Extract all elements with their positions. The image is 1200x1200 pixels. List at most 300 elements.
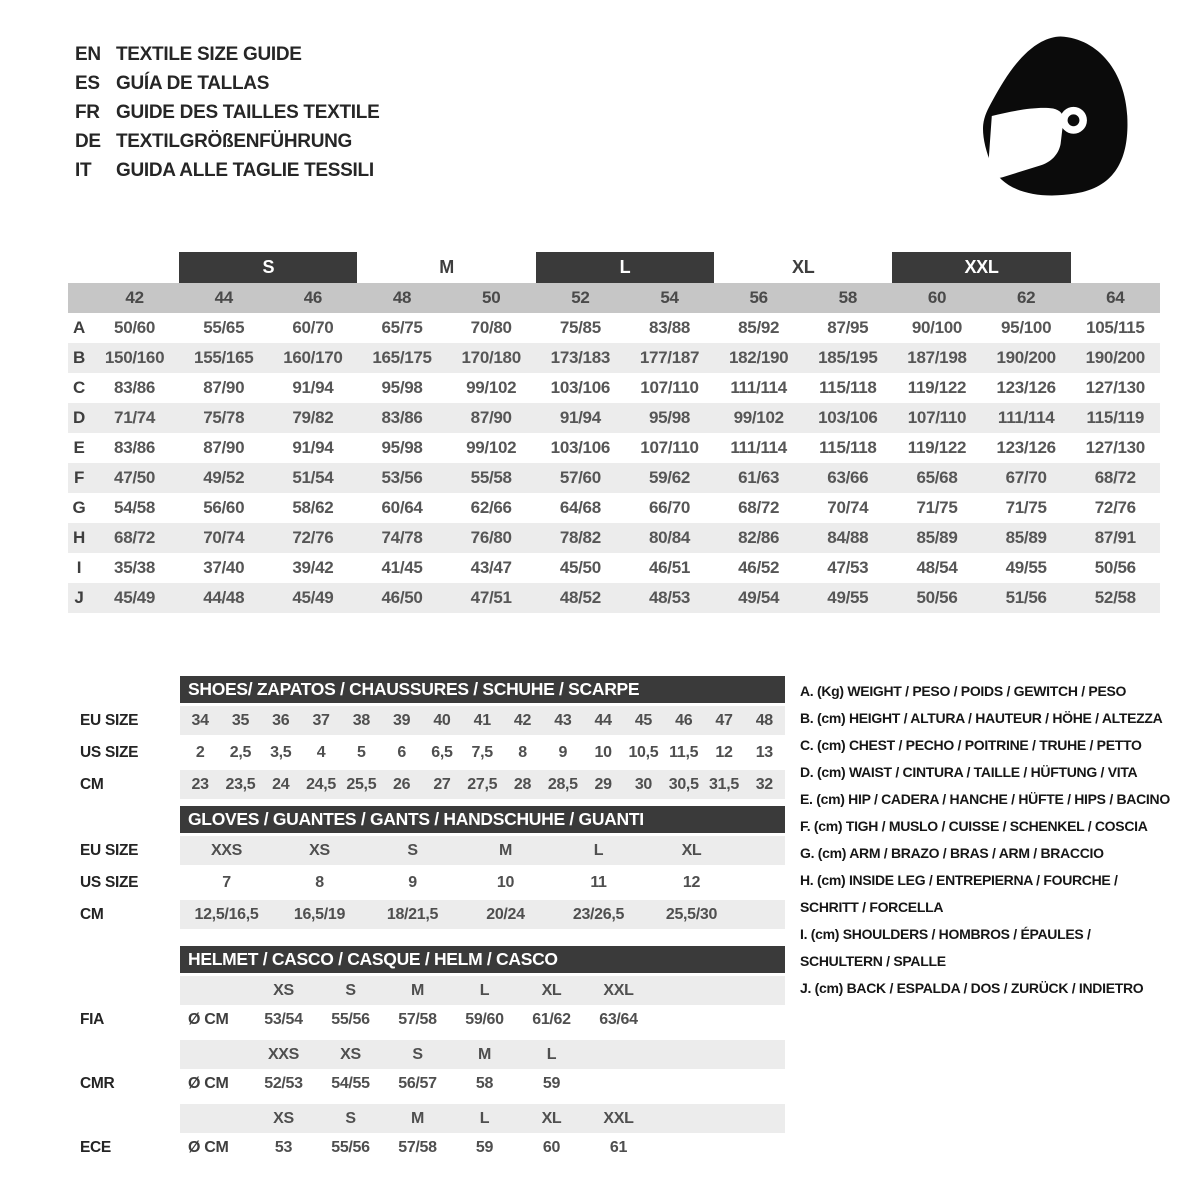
size-column-header: 52 <box>571 288 590 307</box>
shoe-us-size: 10,5 <box>628 743 659 761</box>
glove-us-size: 7 <box>222 873 231 891</box>
shoe-us-size: 4 <box>316 743 326 761</box>
diameter-cm-label: Ø CM <box>188 1074 229 1092</box>
size-value: 58/62 <box>292 498 334 517</box>
size-value: 105/115 <box>1086 318 1145 337</box>
shoe-eu-size: 41 <box>473 711 491 729</box>
size-value: 87/95 <box>827 318 869 337</box>
ece-values-row <box>80 1133 785 1162</box>
helmet-size-label: XXL <box>603 981 634 999</box>
size-value: 103/106 <box>550 378 611 397</box>
size-value: 78/82 <box>559 528 601 547</box>
size-value: 165/175 <box>372 348 432 367</box>
size-value: 170/180 <box>461 348 521 367</box>
helmet-cm-value: 55/56 <box>331 1138 370 1156</box>
size-value: 68/72 <box>1094 468 1136 487</box>
helmet-cm-value: 57/58 <box>398 1138 437 1156</box>
size-value: 95/100 <box>1001 318 1052 337</box>
row-letter: B <box>73 348 85 367</box>
size-value: 107/110 <box>907 408 967 427</box>
size-value: 61/63 <box>738 468 780 487</box>
shoe-cm-value: 27 <box>433 775 451 793</box>
size-value: 50/56 <box>1094 558 1136 577</box>
helmet-size-label: L <box>479 981 490 999</box>
helmet-cm-value: 59/60 <box>465 1010 504 1028</box>
glove-us-size: 12 <box>682 873 701 891</box>
shoe-us-size: 9 <box>558 743 568 761</box>
legend-line: B. (cm) HEIGHT / ALTURA / HAUTEUR / HÖHE / ALTEZZA <box>800 710 1163 726</box>
fia-label: FIA <box>80 1010 105 1028</box>
eu-size-label: EU SIZE <box>80 841 139 859</box>
glove-eu-size: S <box>407 841 418 859</box>
shoe-us-size: 6,5 <box>431 743 453 761</box>
size-column-header: 56 <box>749 288 768 307</box>
size-column-header: 64 <box>1106 288 1125 307</box>
size-value: 46/50 <box>381 588 423 607</box>
shoe-cm-value: 30,5 <box>668 775 699 793</box>
language-code: EN <box>75 43 101 65</box>
size-value: 70/74 <box>827 498 869 517</box>
size-value: 50/56 <box>916 588 958 607</box>
size-value: 85/89 <box>916 528 958 547</box>
eu-size-label: EU SIZE <box>80 711 139 729</box>
helmet-size-label: XL <box>541 1109 562 1127</box>
guide-title: GUIDE DES TAILLES TEXTILE <box>116 101 380 123</box>
size-value: 150/160 <box>104 348 165 367</box>
size-value: 52/58 <box>1094 588 1136 607</box>
size-column-header: 58 <box>838 288 857 307</box>
row-letter: A <box>73 318 85 337</box>
fia-values-row <box>80 1005 785 1034</box>
size-value: 47/53 <box>827 558 869 577</box>
glove-us-size: 10 <box>496 873 515 891</box>
size-value: 49/54 <box>738 588 780 607</box>
size-value: 155/165 <box>194 348 254 367</box>
size-value: 70/74 <box>203 528 245 547</box>
size-value: 44/48 <box>203 588 245 607</box>
textile-size-table <box>68 252 1160 613</box>
shoe-cm-value: 26 <box>393 775 411 793</box>
legend-line: A. (Kg) WEIGHT / PESO / POIDS / GEWITCH / PESO <box>800 683 1127 699</box>
glove-cm-value: 20/24 <box>486 905 525 923</box>
size-group-l: L <box>536 252 714 283</box>
size-value: 43/47 <box>470 558 512 577</box>
helmet-cm-value: 59 <box>475 1138 494 1156</box>
glove-us-size: 8 <box>315 873 324 891</box>
size-value: 46/52 <box>738 558 780 577</box>
size-value: 177/187 <box>639 348 700 367</box>
size-value: 185/195 <box>818 348 878 367</box>
size-value: 71/75 <box>1005 498 1047 517</box>
shoe-us-size: 13 <box>755 743 773 761</box>
shoe-cm-value: 28 <box>513 775 532 793</box>
shoe-eu-size: 38 <box>352 711 370 729</box>
size-value: 79/82 <box>292 408 334 427</box>
size-value: 182/190 <box>728 348 789 367</box>
numeric-size-header-row <box>68 283 1160 313</box>
size-column-header: 46 <box>303 288 323 307</box>
legend-line: J. (cm) BACK / ESPALDA / DOS / ZURÜCK / INDIETRO <box>800 980 1144 996</box>
measurement-legend <box>800 678 1170 1002</box>
glove-us-size: 9 <box>408 873 417 891</box>
guide-title: GUIDA ALLE TAGLIE TESSILI <box>116 159 374 181</box>
helmet-size-label: XXS <box>267 1045 300 1063</box>
size-group-s: S <box>179 252 357 283</box>
shoe-us-size: 12 <box>715 743 733 761</box>
language-row <box>75 40 379 69</box>
size-value: 91/94 <box>292 438 334 457</box>
size-value: 107/110 <box>640 438 699 457</box>
cm-label: CM <box>80 775 104 793</box>
language-code: IT <box>75 159 92 181</box>
helmet-size-label: XXL <box>603 1109 634 1127</box>
size-value: 87/90 <box>203 378 245 397</box>
size-value: 83/86 <box>381 408 423 427</box>
size-value: 187/198 <box>907 348 967 367</box>
glove-eu-size: XXS <box>210 841 243 859</box>
helmet-cm-value: 53/54 <box>264 1010 303 1028</box>
size-value: 49/55 <box>1005 558 1047 577</box>
helmet-cm-value: 55/56 <box>331 1010 370 1028</box>
glove-cm-value: 12,5/16,5 <box>194 905 259 923</box>
helmet-icon <box>966 30 1138 202</box>
helmet-size-label: XS <box>340 1045 361 1063</box>
shoe-us-size: 5 <box>357 743 366 761</box>
size-value: 87/90 <box>203 438 245 457</box>
header-spacer <box>1071 252 1160 283</box>
size-column-header: 44 <box>214 288 233 307</box>
shoe-eu-size: 48 <box>755 711 773 729</box>
shoe-eu-size: 43 <box>554 711 572 729</box>
measure-row-d <box>68 403 1160 433</box>
size-value: 90/100 <box>911 318 963 337</box>
helmet-size-label: M <box>477 1045 492 1063</box>
row-letter: C <box>73 378 85 397</box>
us-size-label: US SIZE <box>80 873 139 891</box>
size-value: 107/110 <box>640 378 699 397</box>
size-value: 37/40 <box>203 558 245 577</box>
size-column-header: 62 <box>1016 288 1036 307</box>
size-column-header: 48 <box>392 288 412 307</box>
helmet-cm-value: 61 <box>609 1138 628 1156</box>
size-value: 123/126 <box>996 378 1056 397</box>
size-value: 115/118 <box>819 378 877 397</box>
size-value: 46/51 <box>648 558 691 577</box>
row-letter: I <box>76 558 82 577</box>
helmet-size-label: S <box>412 1045 423 1063</box>
size-value: 51/56 <box>1005 588 1047 607</box>
size-value: 74/78 <box>381 528 423 547</box>
shoe-cm-value: 23,5 <box>225 775 256 793</box>
glove-cm-value: 25,5/30 <box>665 905 718 923</box>
size-value: 39/42 <box>292 558 334 577</box>
gloves-table-title: GLOVES / GUANTES / GANTS / HANDSCHUHE / GUANTI <box>180 806 785 833</box>
size-value: 56/60 <box>203 498 245 517</box>
size-value: 68/72 <box>114 528 156 547</box>
glove-cm-value: 23/26,5 <box>572 905 625 923</box>
size-column-header: 50 <box>482 288 501 307</box>
measure-row-g <box>68 493 1160 523</box>
size-value: 103/106 <box>550 438 611 457</box>
size-value: 64/68 <box>559 498 601 517</box>
glove-eu-size: M <box>498 841 513 859</box>
helmet-size-label: XS <box>273 1109 294 1127</box>
legend-line: D. (cm) WAIST / CINTURA / TAILLE / HÜFTUNG / VITA <box>800 764 1138 780</box>
size-group-m: M <box>439 257 454 277</box>
size-value: 49/52 <box>203 468 245 487</box>
measure-row-a <box>68 313 1160 343</box>
legend-line: SCHULTERN / SPALLE <box>800 953 946 969</box>
guide-title: TEXTILE SIZE GUIDE <box>116 43 302 65</box>
fia-sizes-row <box>180 976 785 1005</box>
size-value: 60/70 <box>292 318 334 337</box>
helmet-cm-value: 63/64 <box>599 1010 638 1028</box>
shoe-cm-value: 24 <box>272 775 290 793</box>
shoe-eu-size: 44 <box>594 711 612 729</box>
shoe-eu-size: 45 <box>634 711 653 729</box>
size-value: 62/66 <box>470 498 512 517</box>
size-value: 71/74 <box>114 408 156 427</box>
size-value: 51/54 <box>292 468 334 487</box>
size-value: 83/88 <box>648 318 691 337</box>
size-value: 67/70 <box>1005 468 1047 487</box>
us-size-label: US SIZE <box>80 743 139 761</box>
size-value: 111/114 <box>730 378 787 397</box>
size-column-header: 54 <box>660 288 679 307</box>
size-value: 65/68 <box>916 468 958 487</box>
legend-line: C. (cm) CHEST / PECHO / POITRINE / TRUHE / PETTO <box>800 737 1142 753</box>
shoe-cm-value: 27,5 <box>467 775 498 793</box>
shoe-eu-size: 36 <box>272 711 290 729</box>
header-spacer <box>68 252 179 283</box>
helmet-cm-value: 53 <box>274 1138 293 1156</box>
cmr-values-row <box>80 1069 785 1098</box>
size-value: 190/200 <box>1085 348 1145 367</box>
size-value: 41/45 <box>381 558 423 577</box>
shoe-eu-size: 46 <box>675 711 693 729</box>
size-value: 99/102 <box>466 378 517 397</box>
language-row <box>75 69 379 98</box>
language-row <box>75 127 379 156</box>
size-value: 80/84 <box>648 528 691 547</box>
measure-row-j <box>68 583 1160 613</box>
size-value: 99/102 <box>466 438 517 457</box>
size-value: 95/98 <box>648 408 691 427</box>
size-value: 119/122 <box>907 378 967 397</box>
legend-line: SCHRITT / FORCELLA <box>800 899 944 915</box>
size-value: 47/50 <box>114 468 156 487</box>
size-column-header: 42 <box>125 288 144 307</box>
size-group-xxl: XXL <box>892 252 1070 283</box>
legend-line: E. (cm) HIP / CADERA / HANCHE / HÜFTE / HIPS / BACINO <box>800 791 1170 807</box>
legend-line: G. (cm) ARM / BRAZO / BRAS / ARM / BRACCIO <box>800 845 1104 861</box>
language-title-list <box>75 40 379 185</box>
helmet-cm-value: 52/53 <box>264 1074 303 1092</box>
size-value: 87/90 <box>470 408 512 427</box>
glove-cm-value: 16,5/19 <box>293 905 346 923</box>
helmet-table-title: HELMET / CASCO / CASQUE / HELM / CASCO <box>180 946 785 973</box>
size-value: 72/76 <box>292 528 334 547</box>
helmet-cm-value: 54/55 <box>331 1074 370 1092</box>
size-value: 71/75 <box>916 498 958 517</box>
shoe-us-size: 8 <box>518 743 527 761</box>
size-group-header-row <box>68 252 1160 283</box>
size-value: 49/55 <box>827 588 869 607</box>
shoe-us-size: 2,5 <box>229 743 252 761</box>
row-letter: J <box>74 588 84 607</box>
shoe-eu-size: 37 <box>312 711 330 729</box>
diameter-cm-label: Ø CM <box>188 1138 229 1156</box>
size-value: 55/58 <box>470 468 512 487</box>
shoes-eu-size-row <box>80 706 785 735</box>
diameter-cm-label: Ø CM <box>188 1010 229 1028</box>
legend-line: H. (cm) INSIDE LEG / ENTREPIERNA / FOURCHE / <box>800 872 1118 888</box>
shoe-eu-size: 47 <box>715 711 733 729</box>
language-row <box>75 156 379 185</box>
helmet-cm-value: 61/62 <box>532 1010 571 1028</box>
size-value: 127/130 <box>1085 378 1145 397</box>
shoe-cm-value: 29 <box>594 775 612 793</box>
language-code: ES <box>75 72 100 94</box>
size-value: 173/183 <box>550 348 611 367</box>
gloves-cm-row <box>80 900 785 929</box>
size-value: 115/119 <box>1086 408 1145 427</box>
size-value: 91/94 <box>559 408 601 427</box>
helmet-cm-value: 59 <box>542 1074 561 1092</box>
shoe-cm-value: 25,5 <box>346 775 377 793</box>
size-value: 66/70 <box>648 498 691 517</box>
glove-eu-size: XL <box>681 841 702 859</box>
legend-line: I. (cm) SHOULDERS / HOMBROS / ÉPAULES / <box>800 926 1091 942</box>
size-value: 83/86 <box>114 378 156 397</box>
row-letter: H <box>73 528 85 547</box>
shoes-us-size-row <box>80 738 785 767</box>
size-value: 54/58 <box>114 498 156 517</box>
size-value: 45/50 <box>559 558 601 577</box>
measure-row-h <box>68 523 1160 553</box>
guide-title: TEXTILGRÖßENFÜHRUNG <box>116 130 353 152</box>
size-value: 70/80 <box>470 318 512 337</box>
helmet-size-label: XS <box>273 981 294 999</box>
size-value: 57/60 <box>559 468 601 487</box>
size-value: 190/200 <box>996 348 1056 367</box>
shoe-cm-value: 30 <box>634 775 653 793</box>
size-value: 111/114 <box>997 408 1055 427</box>
gloves-eu-size-row <box>80 836 785 865</box>
size-value: 48/52 <box>559 588 601 607</box>
legend-line: F. (cm) TIGH / MUSLO / CUISSE / SCHENKEL / COSCIA <box>800 818 1148 834</box>
helmet-cm-value: 57/58 <box>398 1010 437 1028</box>
helmet-size-label: S <box>345 981 356 999</box>
language-code: DE <box>75 130 101 152</box>
size-value: 95/98 <box>381 438 423 457</box>
shoe-us-size: 11,5 <box>669 743 699 761</box>
size-value: 91/94 <box>292 378 334 397</box>
shoe-eu-size: 39 <box>393 711 411 729</box>
shoe-eu-size: 34 <box>191 711 209 729</box>
size-value: 68/72 <box>738 498 780 517</box>
helmet-size-label: S <box>345 1109 356 1127</box>
language-row <box>75 98 379 127</box>
shoe-us-size: 7,5 <box>471 743 493 761</box>
size-value: 85/89 <box>1005 528 1047 547</box>
size-value: 160/170 <box>283 348 343 367</box>
row-letter: G <box>72 498 86 517</box>
shoe-cm-value: 23 <box>191 775 209 793</box>
size-value: 83/86 <box>114 438 156 457</box>
helmet-size-label: XL <box>541 981 562 999</box>
size-value: 65/75 <box>381 318 423 337</box>
cmr-label: CMR <box>80 1074 115 1092</box>
size-value: 48/54 <box>916 558 958 577</box>
size-value: 103/106 <box>818 408 878 427</box>
ece-sizes-row <box>180 1104 785 1133</box>
size-value: 127/130 <box>1085 438 1145 457</box>
measure-row-c <box>68 373 1160 403</box>
shoe-cm-value: 28,5 <box>547 775 578 793</box>
glove-eu-size: XS <box>309 841 330 859</box>
size-group-xl: XL <box>792 257 815 277</box>
size-value: 47/51 <box>470 588 512 607</box>
size-value: 48/53 <box>648 588 691 607</box>
size-value: 119/122 <box>907 438 967 457</box>
helmet-cm-value: 58 <box>475 1074 494 1092</box>
shoes-table-title: SHOES/ ZAPATOS / CHAUSSURES / SCHUHE / SCARPE <box>180 676 785 703</box>
gloves-table <box>80 806 785 929</box>
measure-row-e <box>68 433 1160 463</box>
shoe-us-size: 10 <box>594 743 612 761</box>
size-value: 99/102 <box>733 408 784 427</box>
size-value: 45/49 <box>114 588 156 607</box>
measure-row-b <box>68 343 1160 373</box>
ece-label: ECE <box>80 1138 111 1156</box>
glove-eu-size: L <box>593 841 604 859</box>
helmet-cm-value: 60 <box>542 1138 561 1156</box>
size-value: 60/64 <box>381 498 423 517</box>
size-value: 55/65 <box>203 318 245 337</box>
size-value: 82/86 <box>738 528 780 547</box>
helmet-size-label: M <box>410 1109 425 1127</box>
size-value: 85/92 <box>738 318 780 337</box>
shoes-cm-row <box>80 770 785 799</box>
size-value: 50/60 <box>114 318 156 337</box>
language-code: FR <box>75 101 100 123</box>
helmet-cm-value: 56/57 <box>398 1074 437 1092</box>
row-letter: E <box>73 438 85 457</box>
shoe-cm-value: 24,5 <box>306 775 337 793</box>
glove-us-size: 11 <box>590 873 607 891</box>
shoe-cm-value: 32 <box>755 775 773 793</box>
size-value: 87/91 <box>1094 528 1136 547</box>
cmr-sizes-row <box>180 1040 785 1069</box>
size-value: 75/78 <box>203 408 245 427</box>
size-value: 75/85 <box>559 318 601 337</box>
shoe-us-size: 3,5 <box>270 743 292 761</box>
glove-cm-value: 18/21,5 <box>386 905 439 923</box>
row-letter: D <box>73 408 85 427</box>
guide-title: GUÍA DE TALLAS <box>116 72 270 94</box>
shoe-eu-size: 35 <box>231 711 250 729</box>
measure-row-i <box>68 553 1160 583</box>
size-value: 123/126 <box>996 438 1056 457</box>
size-value: 35/38 <box>114 558 156 577</box>
size-value: 45/49 <box>292 588 334 607</box>
helmet-size-label: M <box>410 981 425 999</box>
size-value: 63/66 <box>827 468 869 487</box>
size-value: 95/98 <box>381 378 423 397</box>
measure-row-f <box>68 463 1160 493</box>
shoe-us-size: 6 <box>397 743 406 761</box>
